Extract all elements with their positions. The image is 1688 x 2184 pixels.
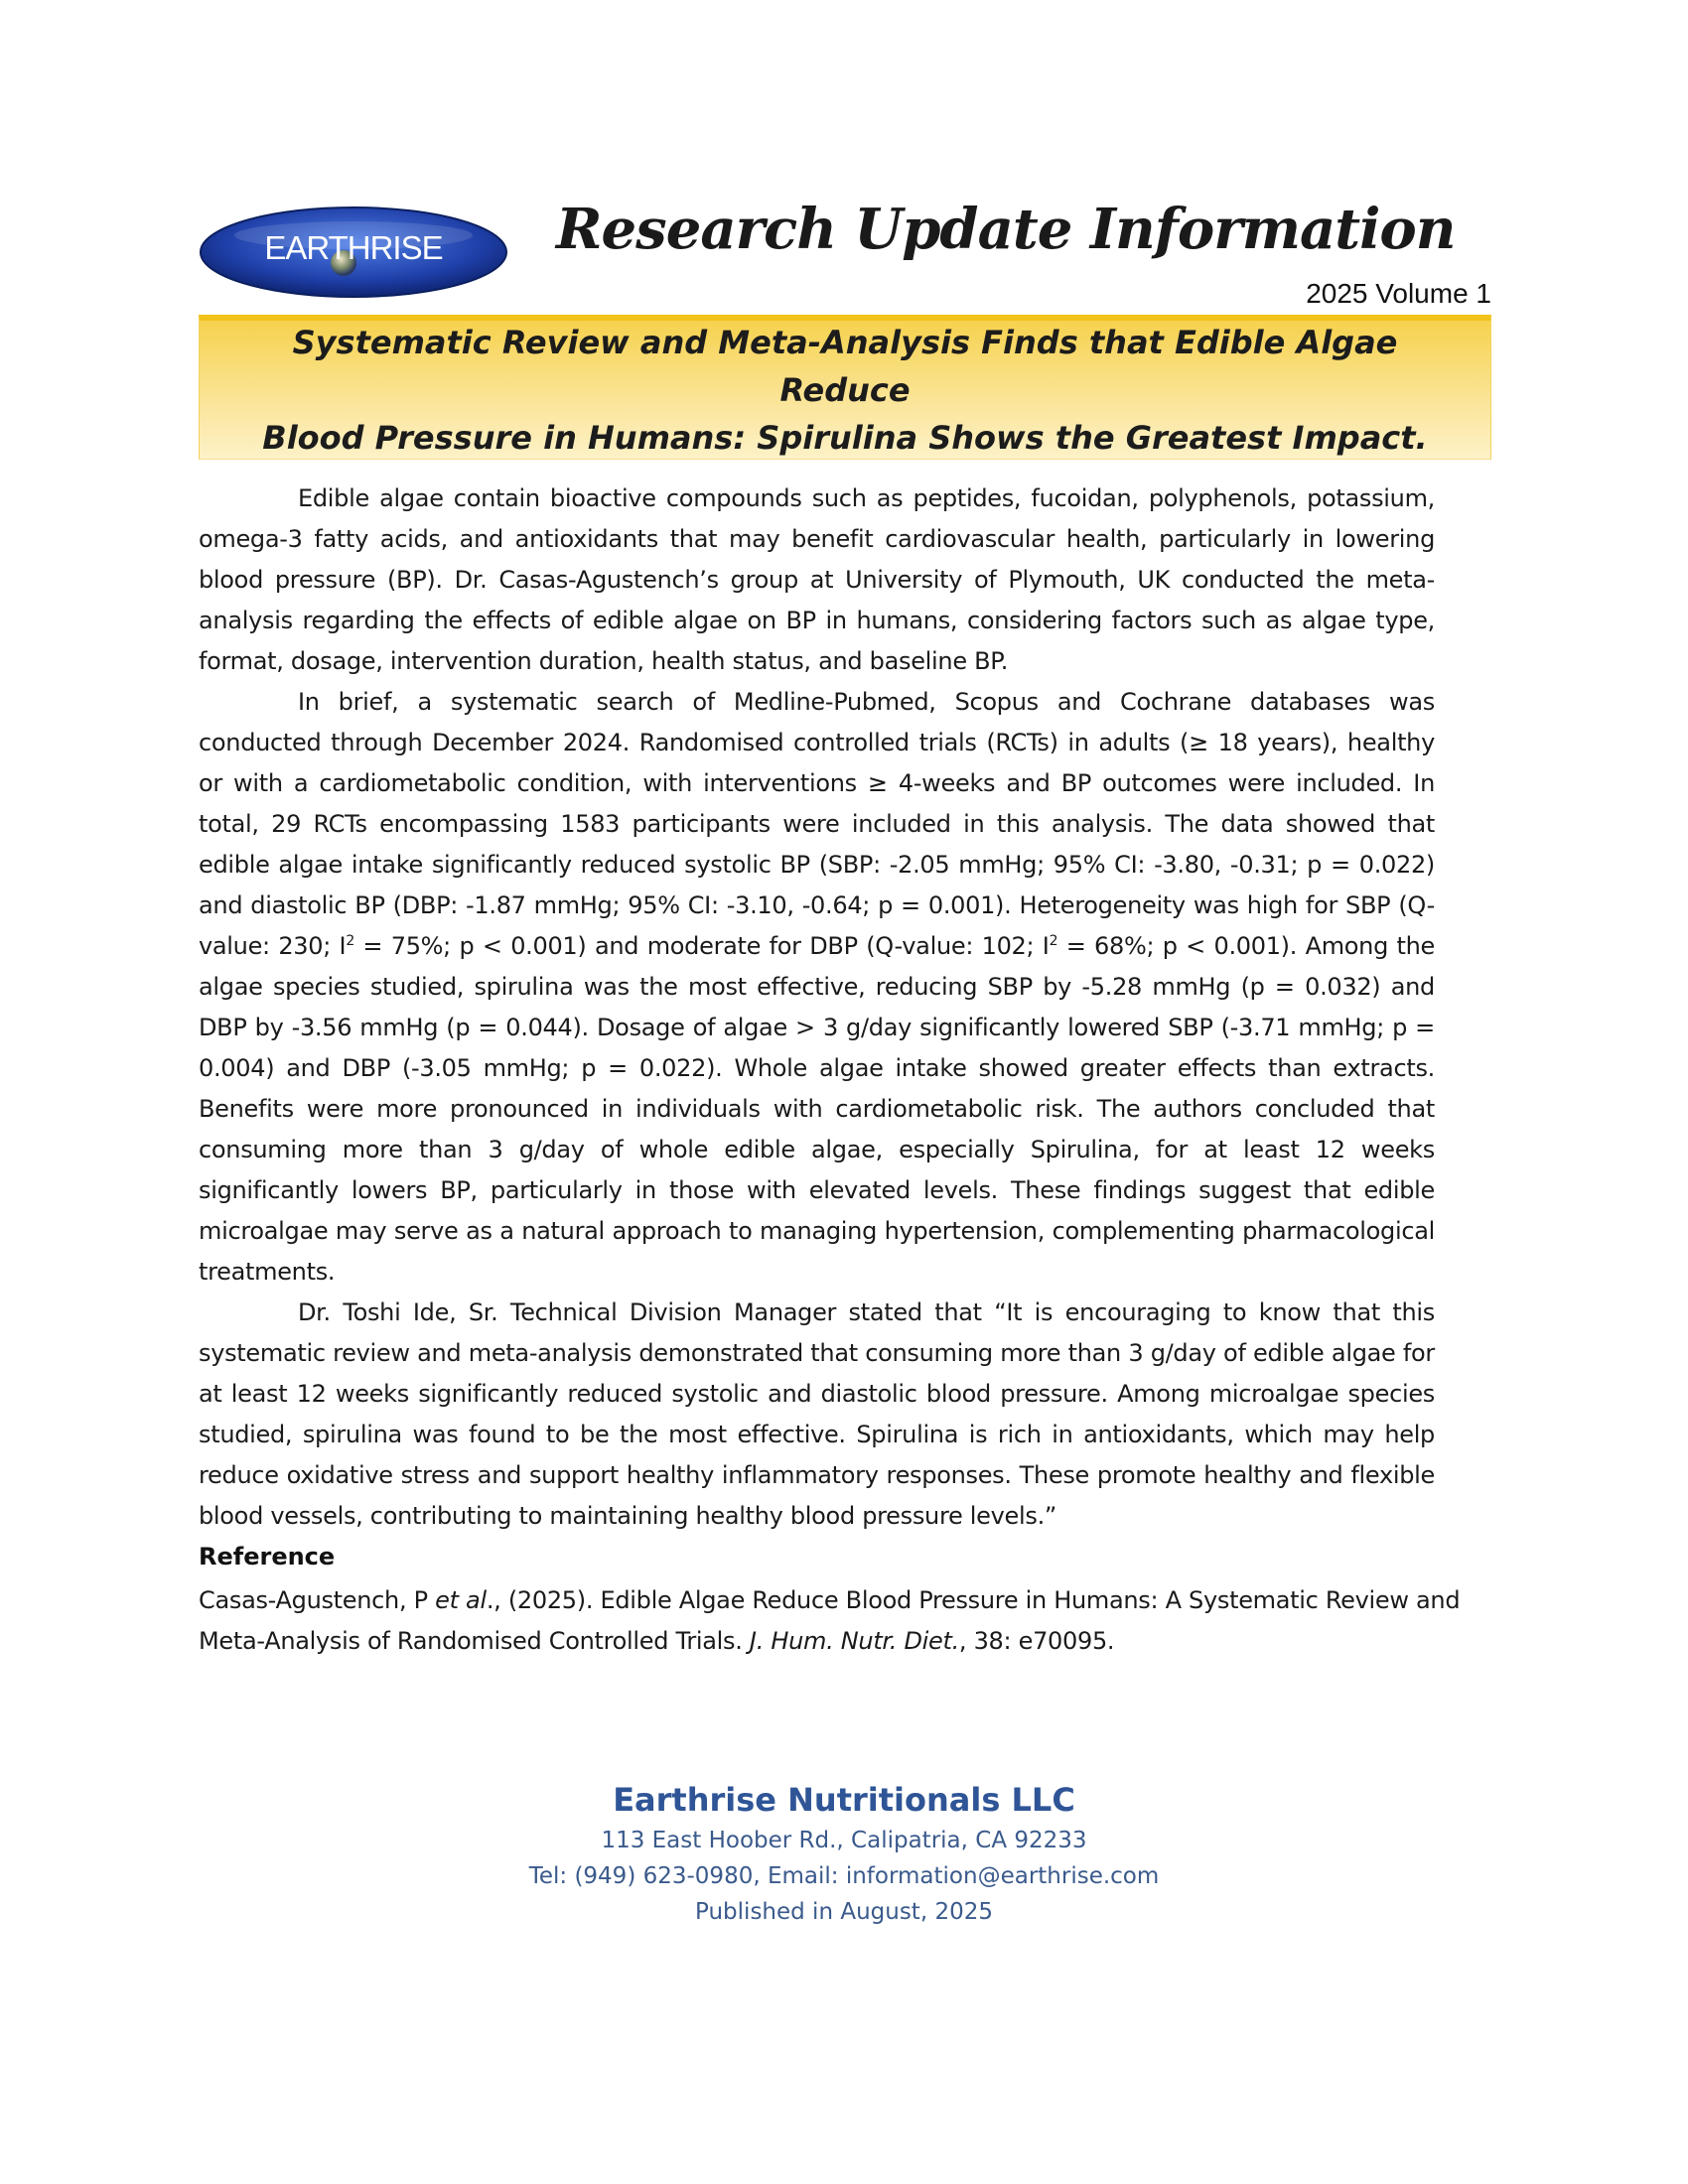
publish-date: Published in August, 2025 xyxy=(695,1899,993,1925)
company-contact: Tel: (949) 623-0980, Email: information@earthrise.com xyxy=(528,1863,1160,1889)
reference-citation xyxy=(199,1580,1489,1662)
headline-line-1: Systematic Review and Meta-Analysis Finds that Edible Algae Reduce xyxy=(292,323,1398,409)
footer xyxy=(0,1777,1688,1930)
earthrise-logo xyxy=(199,205,508,299)
citation-journal: J. Hum. Nutr. Diet. xyxy=(749,1627,959,1655)
headline-banner xyxy=(199,315,1491,460)
results-text-2: = 75%; p < 0.001) and moderate for DBP (Q-value: 102; I xyxy=(353,932,1050,960)
article-body xyxy=(199,478,1435,1537)
results-text-1: In brief, a systematic search of Medline-Pubmed, Scopus and Cochrane databases was conducted through December 2024. Randomised controlled trials (RCTs) in adults (≥ 18 years), healthy or with a cardiometabolic condition, with interventions ≥ 4-weeks and BP outcomes were included. In total, 29 RCTs encompassing 1583 participants were included in this analysis. The data showed that edible algae intake significantly reduced systolic BP (SBP: -2.05 mmHg; 95% CI: -3.80, -0.31; p = 0.022) and diastolic BP (DBP: -1.87 mmHg; 95% CI: -3.10, -0.64; p = 0.001). Heterogeneity was high for SBP (Q-value: 230; I xyxy=(199,688,1435,960)
headline-line-2: Blood Pressure in Humans: Spirulina Shows the Greatest Impact. xyxy=(262,418,1428,457)
citation-etal: et al xyxy=(435,1586,487,1614)
citation-title: ., (2025). Edible Algae Reduce Blood Pressure in Humans: A Systematic Review and Meta-Analysis of Randomised Controlled Trials. xyxy=(199,1586,1461,1655)
results-text-3: = 68%; p < 0.001). Among the algae species studied, spirulina was the most effective, reducing SBP by -5.28 mmHg (p = 0.032) and DBP by -3.56 mmHg (p = 0.044). Dosage of algae > 3 g/day significantly lowered SBP (-3.71 mmHg; p = 0.004) and DBP (-3.05 mmHg; p = 0.022). Whole algae intake showed greater effects than extracts. Benefits were more pronounced in individuals with cardiometabolic risk. The authors concluded that consuming more than 3 g/day of whole edible algae, especially Spirulina, for at least 12 weeks significantly lowers BP, particularly in those with elevated levels. These findings suggest that edible microalgae may serve as a natural approach to managing hypertension, complementing pharmacological treatments. xyxy=(199,932,1435,1286)
company-address: 113 East Hoober Rd., Calipatria, CA 92233 xyxy=(601,1828,1087,1853)
paragraph-results xyxy=(199,682,1435,1293)
reference-heading: Reference xyxy=(199,1543,336,1570)
paragraph-quote: Dr. Toshi Ide, Sr. Technical Division Manager stated that “It is encouraging to know that this systematic review and meta-analysis demonstrated that consuming more than 3 g/day of edible algae for at least 12 weeks significantly reduced systolic and diastolic blood pressure. Among microalgae species studied, spirulina was found to be the most effective. Spirulina is rich in antioxidants, which may help reduce oxidative stress and support healthy inflammatory responses. These promote healthy and flexible blood vessels, contributing to maintaining healthy blood pressure levels.” xyxy=(199,1298,1435,1530)
citation-volume: , 38: e70095. xyxy=(958,1627,1115,1655)
volume-label: 2025 Volume 1 xyxy=(1306,278,1491,309)
company-name: Earthrise Nutritionals LLC xyxy=(613,1781,1075,1819)
logo-text: EARTHRISE xyxy=(264,229,443,266)
superscript: 2 xyxy=(1049,933,1058,949)
paragraph-intro: Edible algae contain bioactive compounds such as peptides, fucoidan, polyphenols, potassium, omega-3 fatty acids, and antioxidants that may benefit cardiovascular health, particularly in lowering blood pressure (BP). Dr. Casas-Agustench’s group at University of Plymouth, UK conducted the meta-analysis regarding the effects of edible algae on BP in humans, considering factors such as algae type, format, dosage, intervention duration, health status, and baseline BP. xyxy=(199,484,1435,675)
headline xyxy=(229,319,1461,462)
page-title: Research Update Information xyxy=(556,197,1456,262)
citation-author: Casas-Agustench, P xyxy=(199,1586,436,1614)
superscript: 2 xyxy=(346,933,354,949)
